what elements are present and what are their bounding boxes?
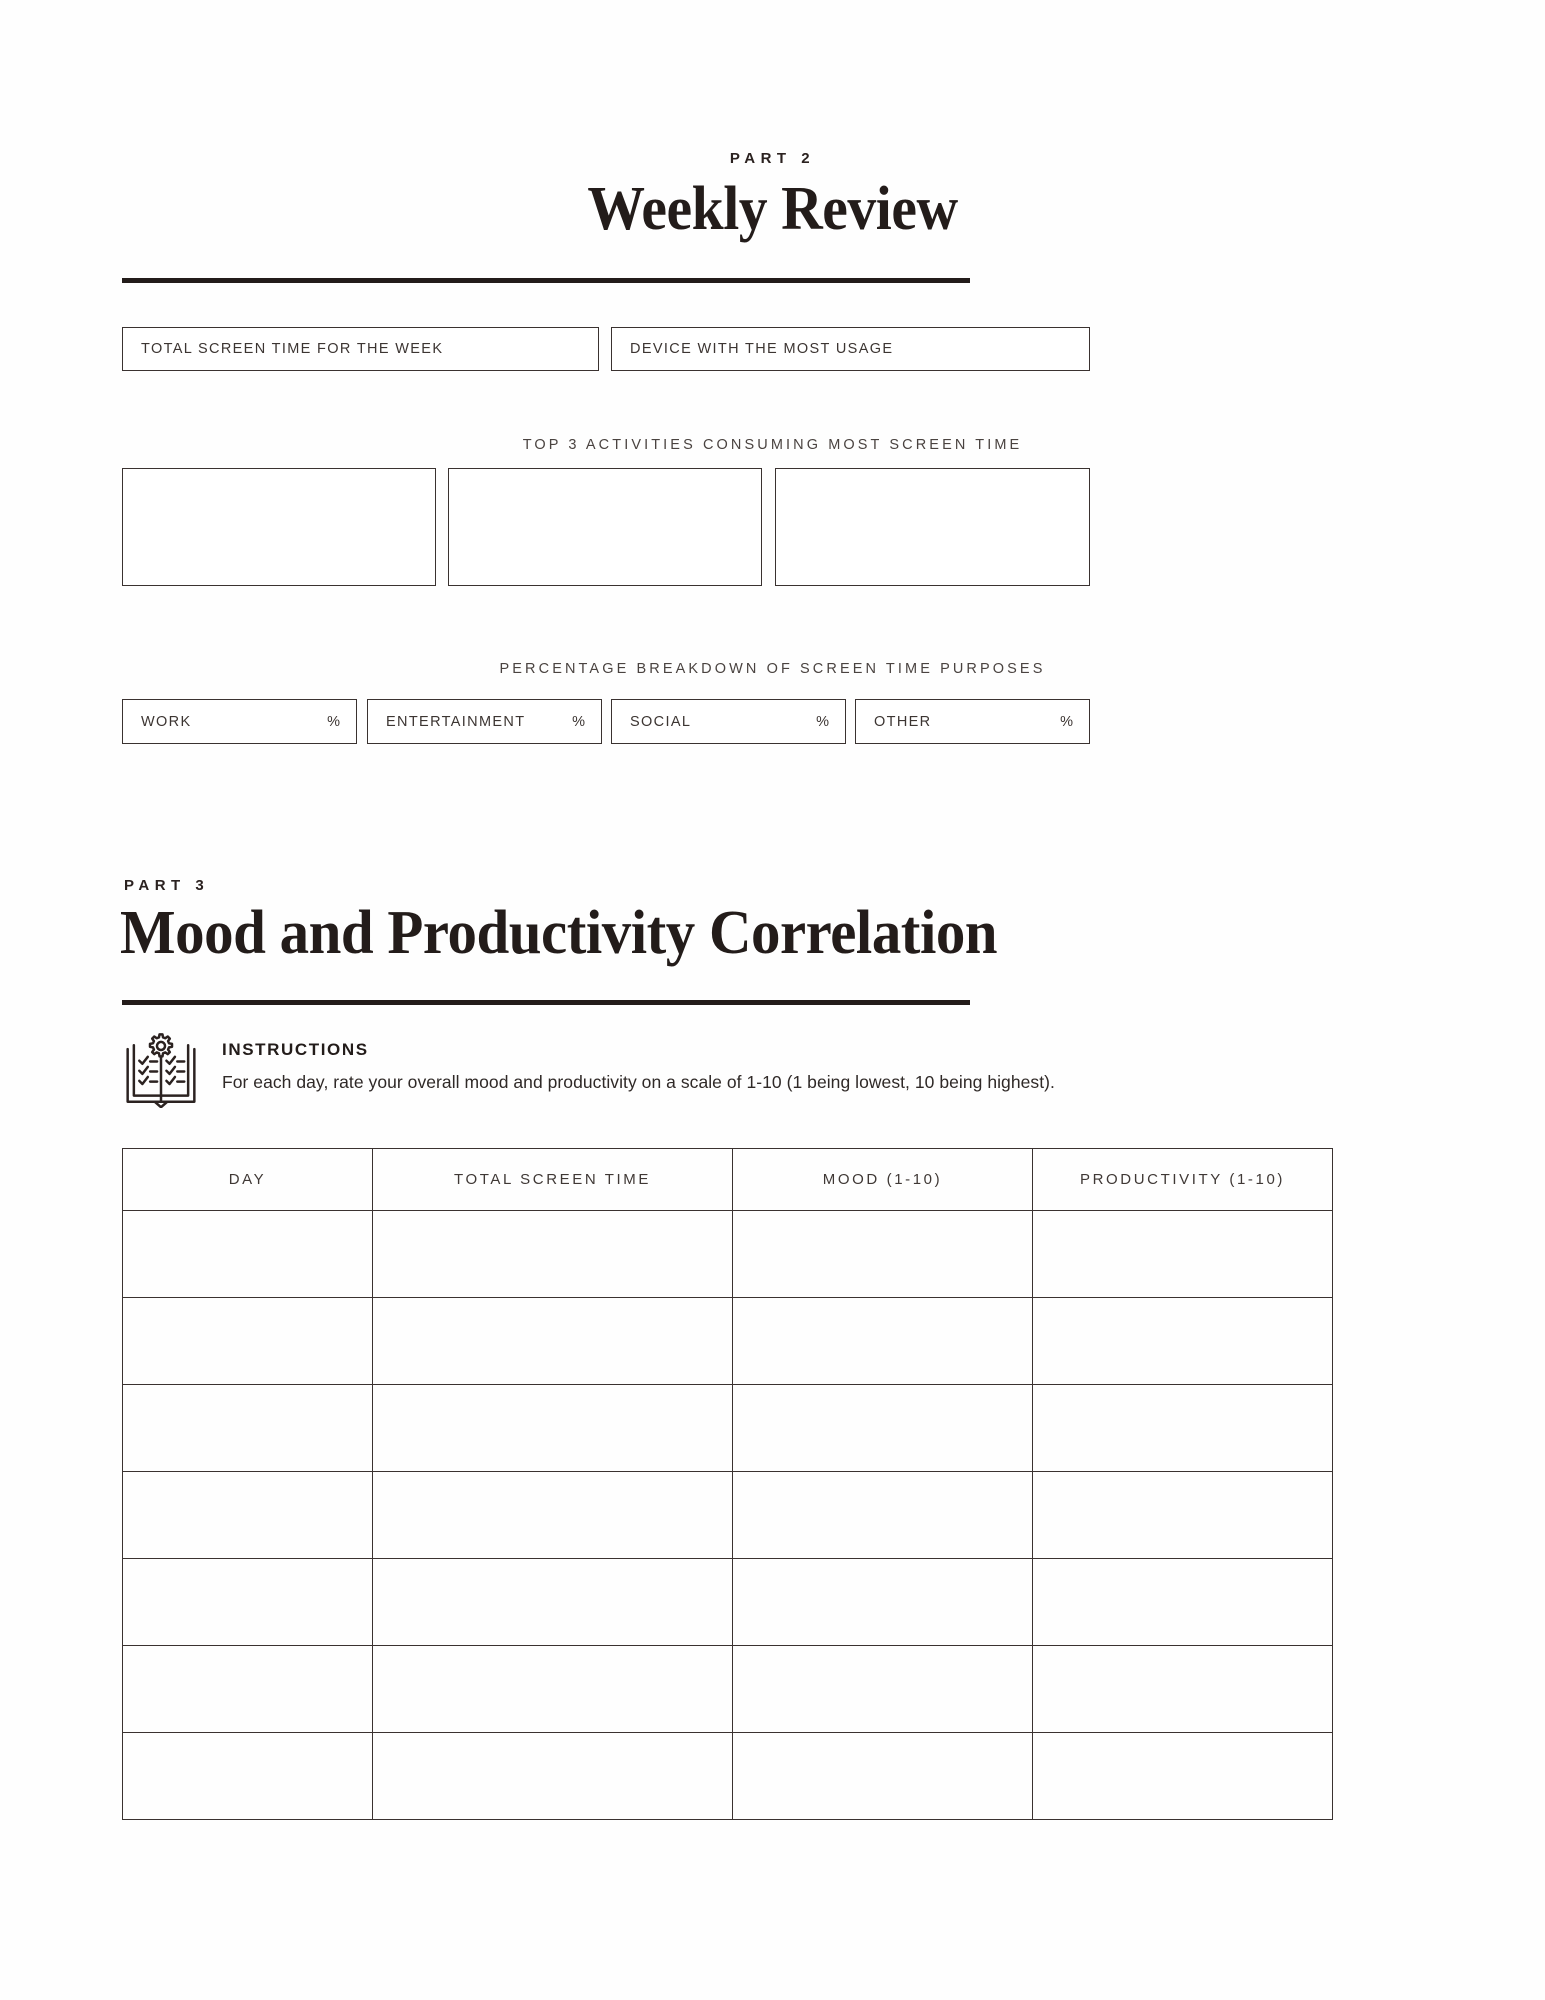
percent-box-social[interactable] [611,699,846,744]
percent-box-entertainment-unit: % [572,713,585,730]
cell-day[interactable] [123,1211,373,1298]
cell-screen-time[interactable] [373,1733,733,1820]
activity-box-1[interactable] [122,468,436,586]
field-device-most-usage[interactable] [611,327,1090,371]
table-row [123,1385,1333,1472]
cell-screen-time[interactable] [373,1211,733,1298]
instructions-block [122,1030,1102,1108]
percent-box-work-label: WORK [141,713,192,730]
cell-mood[interactable] [733,1646,1033,1733]
part3-title: Mood and Productivity Correlation [120,899,998,967]
part2-divider [122,278,970,283]
part3-divider [122,1000,970,1005]
table-header-productivity: PRODUCTIVITY (1-10) [1033,1149,1333,1211]
cell-day[interactable] [123,1298,373,1385]
table-header-screen-time: TOTAL SCREEN TIME [373,1149,733,1211]
cell-screen-time[interactable] [373,1646,733,1733]
cell-day[interactable] [123,1385,373,1472]
field-total-screen-time-label: TOTAL SCREEN TIME FOR THE WEEK [141,341,444,357]
cell-productivity[interactable] [1033,1211,1333,1298]
instructions-title: INSTRUCTIONS [222,1040,369,1059]
part3-eyebrow: PART 3 [124,877,210,894]
cell-mood[interactable] [733,1472,1033,1559]
cell-screen-time[interactable] [373,1385,733,1472]
cell-productivity[interactable] [1033,1385,1333,1472]
cell-mood[interactable] [733,1298,1033,1385]
activity-box-3[interactable] [775,468,1090,586]
table-body [123,1211,1333,1820]
cell-day[interactable] [123,1733,373,1820]
percent-box-other-label: OTHER [874,713,932,730]
percent-box-social-unit: % [816,713,829,730]
table-header-day: DAY [123,1149,373,1211]
cell-productivity[interactable] [1033,1559,1333,1646]
cell-screen-time[interactable] [373,1472,733,1559]
percent-box-social-label: SOCIAL [630,713,692,730]
percent-box-entertainment[interactable] [367,699,602,744]
table-row [123,1472,1333,1559]
cell-mood[interactable] [733,1733,1033,1820]
table-header-row [123,1149,1333,1211]
table-row [123,1559,1333,1646]
cell-screen-time[interactable] [373,1298,733,1385]
table-row [123,1298,1333,1385]
manual-checklist-gear-icon [122,1032,200,1108]
instructions-text [222,1030,1055,1094]
activities-caption: TOP 3 ACTIVITIES CONSUMING MOST SCREEN TIME [522,437,1023,453]
cell-mood[interactable] [733,1385,1033,1472]
cell-productivity[interactable] [1033,1733,1333,1820]
cell-day[interactable] [123,1559,373,1646]
table-header-mood: MOOD (1-10) [733,1149,1033,1211]
field-device-most-usage-label: DEVICE WITH THE MOST USAGE [630,341,894,357]
percent-box-other[interactable] [855,699,1090,744]
cell-mood[interactable] [733,1559,1033,1646]
table-row [123,1211,1333,1298]
table-row [123,1733,1333,1820]
cell-productivity[interactable] [1033,1646,1333,1733]
percent-box-work-unit: % [327,713,340,730]
percent-box-work[interactable] [122,699,357,744]
cell-mood[interactable] [733,1211,1033,1298]
instructions-body: For each day, rate your overall mood and productivity on a scale of 1-10 (1 being lowest, 10 being highest). [222,1072,1055,1092]
cell-productivity[interactable] [1033,1472,1333,1559]
cell-productivity[interactable] [1033,1298,1333,1385]
cell-day[interactable] [123,1646,373,1733]
percent-box-entertainment-label: ENTERTAINMENT [386,713,526,730]
cell-day[interactable] [123,1472,373,1559]
percentage-caption: PERCENTAGE BREAKDOWN OF SCREEN TIME PURPOSES [499,661,1046,677]
mood-productivity-table [122,1148,1333,1820]
table-row [123,1646,1333,1733]
part2-eyebrow: PART 2 [729,150,816,167]
percent-box-other-unit: % [1060,713,1073,730]
activity-box-2[interactable] [448,468,762,586]
cell-screen-time[interactable] [373,1559,733,1646]
part2-title: Weekly Review [587,175,958,243]
field-total-screen-time[interactable] [122,327,599,371]
